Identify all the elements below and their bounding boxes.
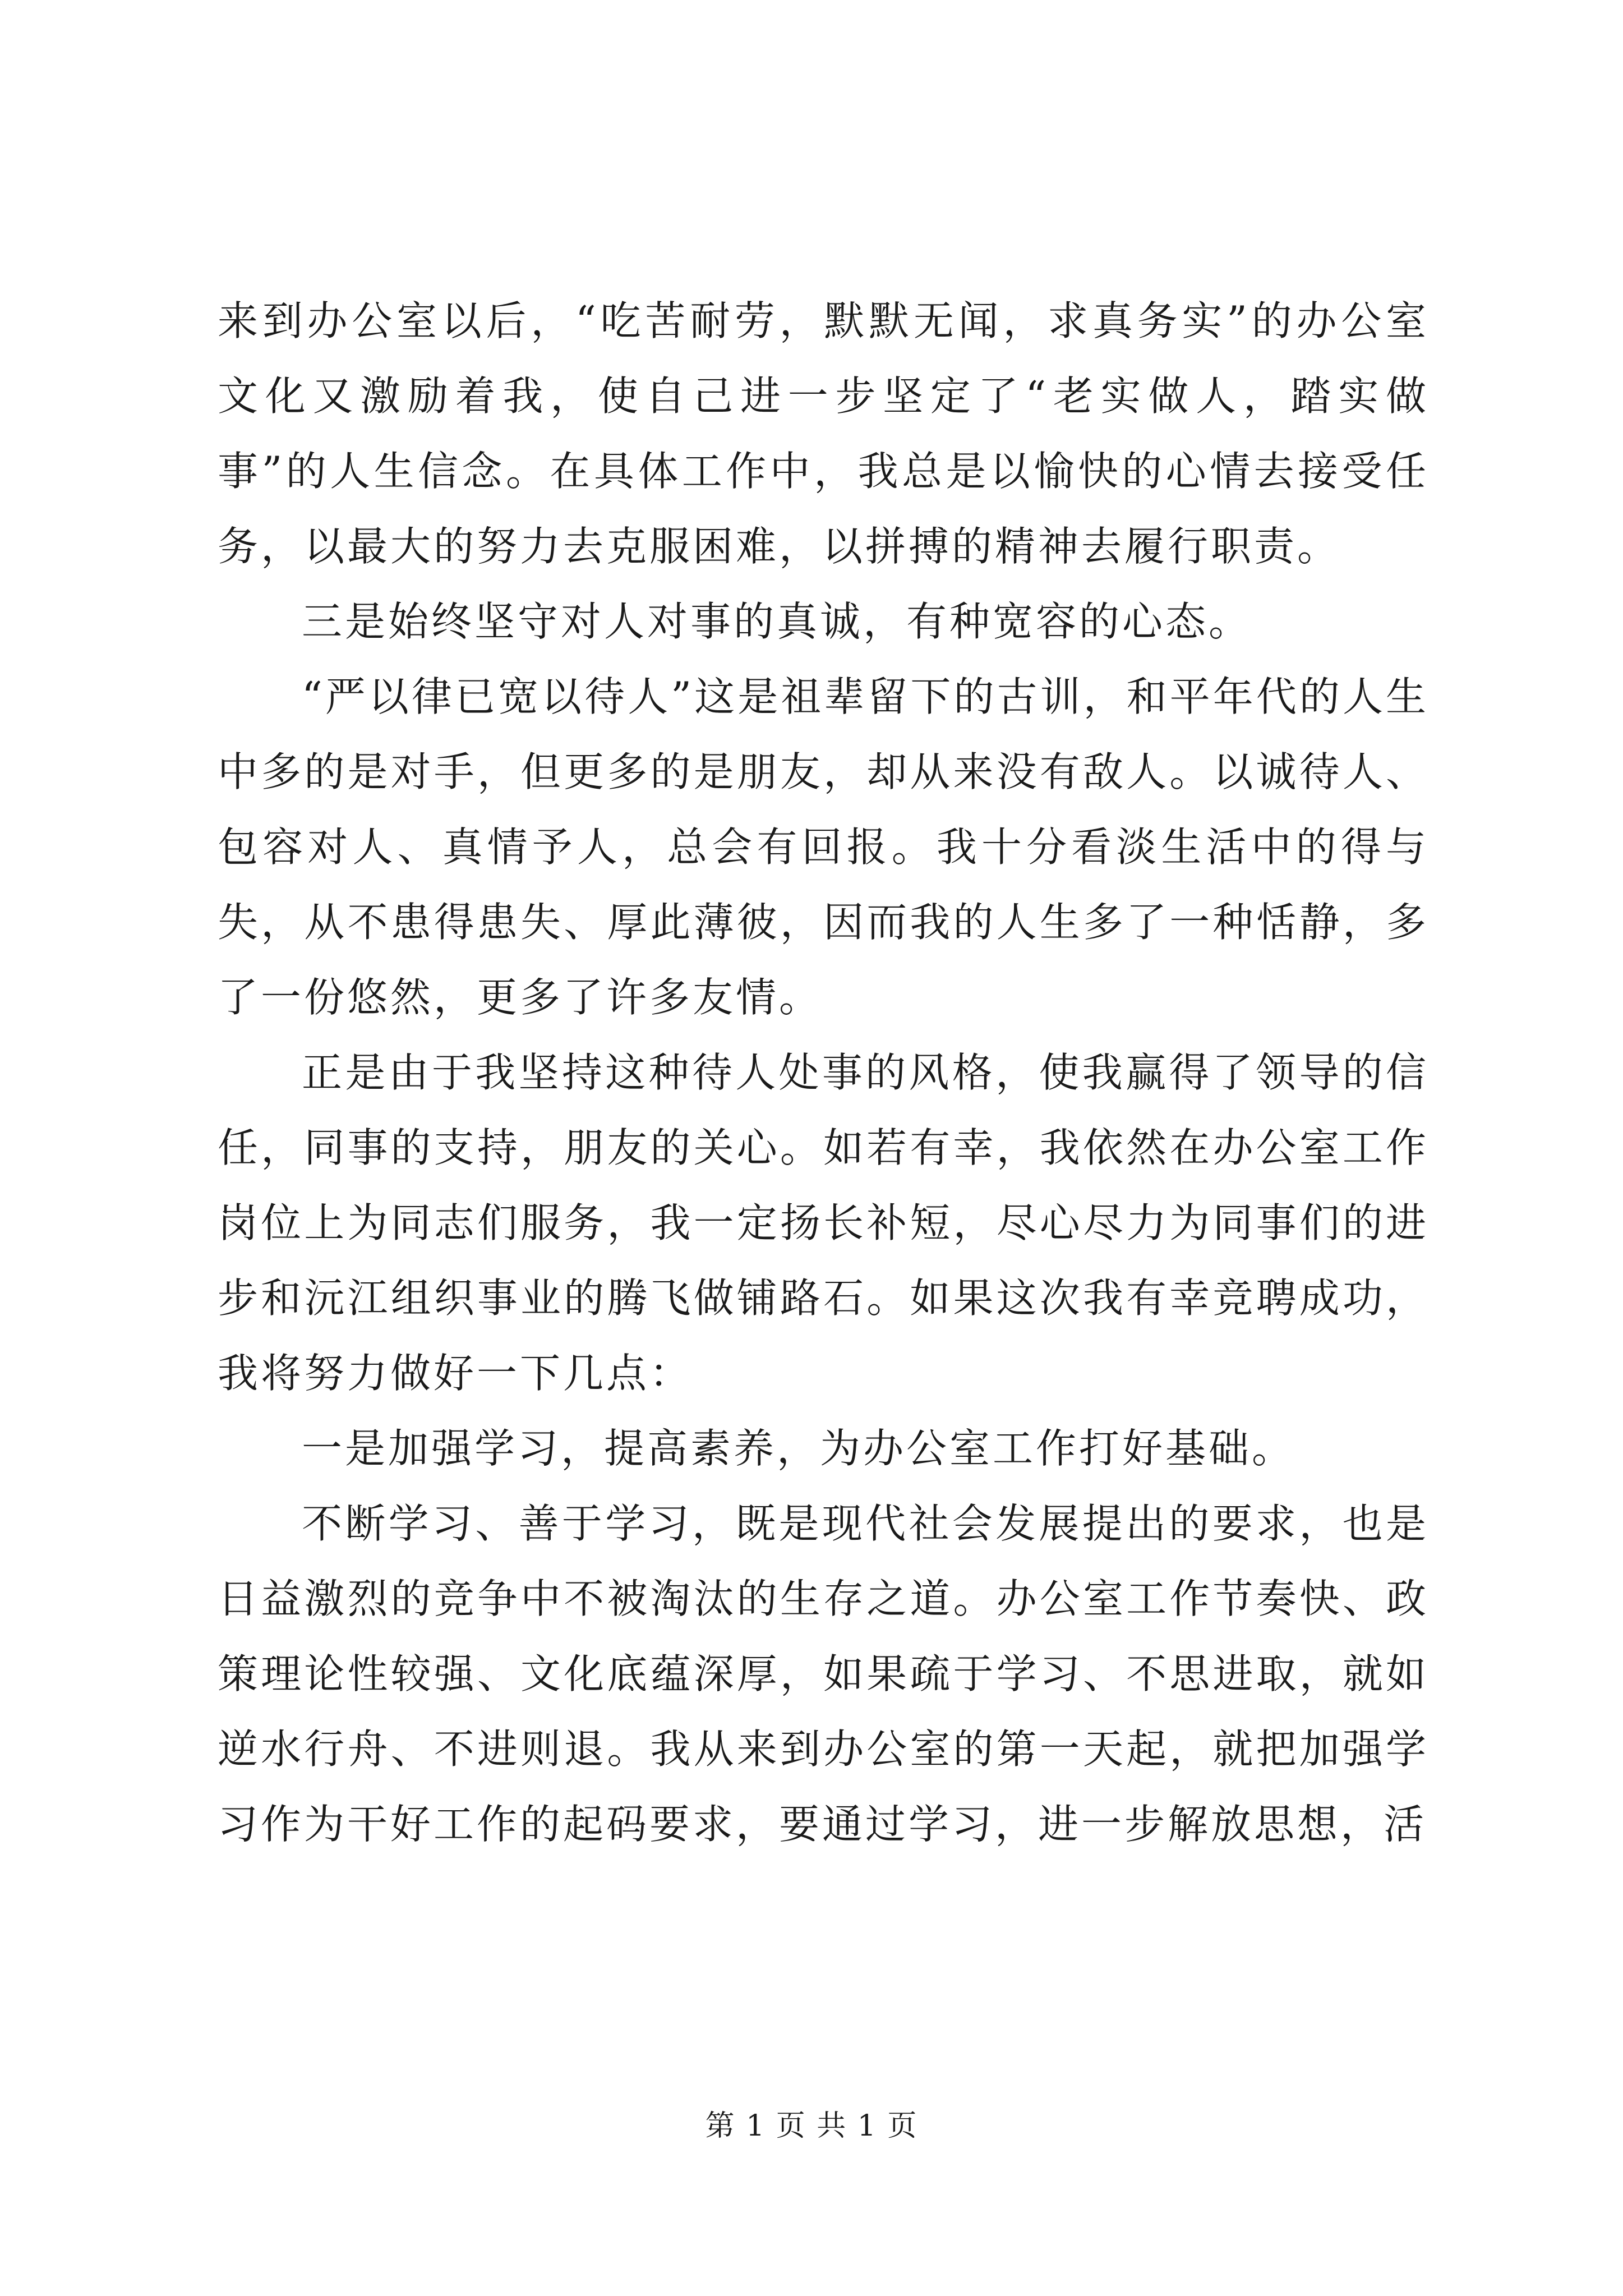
- paragraph-3: “严以律已宽以待人”这是祖辈留下的古训，和平年代的人生中多的是对手，但更多的是朋友，却从来没有敌人。以诚待人、包容对人、真情予人，总会有回报。我十分看淡生活中的得与失，从不患得患失、厚此薄彼，因而我的人生多了一种恬静，多了一份悠然，更多了许多友情。: [218, 673, 1429, 1021]
- paragraph-2: 三是始终坚守对人对事的真诚，有种宽容的心态。: [302, 598, 1252, 645]
- paragraph-4: 正是由于我坚持这种待人处事的风格，使我赢得了领导的信任，同事的支持，朋友的关心。如若有幸，我依然在办公室工作岗位上为同志们服务，我一定扬长补短，尽心尽力为同事们的进步和沅江组织事业的腾飞做铺路石。如果这次我有幸竞聘成功，我将努力做好一下几点：: [218, 1049, 1429, 1397]
- document-body: [218, 283, 1429, 1862]
- paragraph-1: 来到办公室以后，“吃苦耐劳，默默无闻，求真务实”的办公室文化又激励着我，使自己进一步坚定了“老实做人，踏实做事”的人生信念。在具体工作中，我总是以愉快的心情去接受任务，以最大的努力去克服困难，以拼搏的精神去履行职责。: [218, 297, 1429, 570]
- paragraph-6: 不断学习、善于学习，既是现代社会发展提出的要求，也是日益激烈的竞争中不被淘汰的生存之道。办公室工作节奏快、政策理论性较强、文化底蕴深厚，如果疏于学习、不思进取，就如逆水行舟、不进则退。我从来到办公室的第一天起，就把加强学习作为干好工作的起码要求，要通过学习，进一步解放思想，活: [218, 1500, 1429, 1848]
- paragraph-5: 一是加强学习，提高素养，为办公室工作打好基础。: [302, 1425, 1295, 1472]
- page-number-footer: 第 1 页 共 1 页: [705, 2109, 918, 2143]
